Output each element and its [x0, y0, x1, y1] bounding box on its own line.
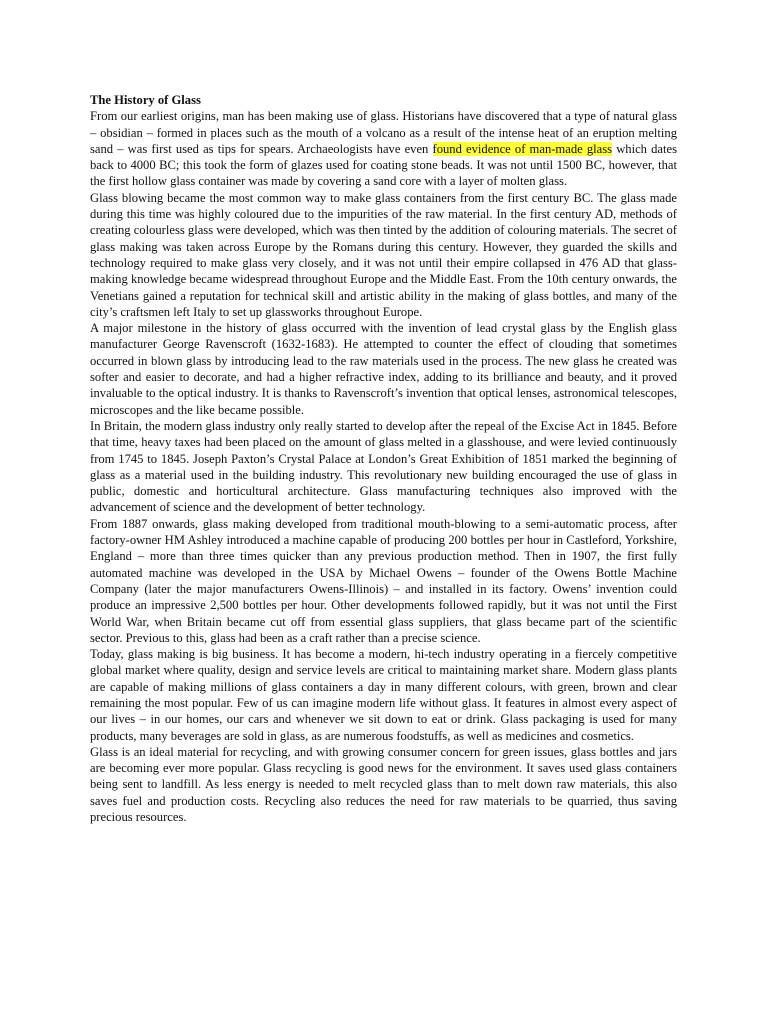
- document-title: The History of Glass: [90, 93, 201, 107]
- paragraph-2: Glass blowing became the most common way to make glass containers from the first century BC. The glass made during this time was highly coloured due to the impurities of the raw material. In the first century AD, methods of creating colourless glass were developed, which was then tinted by the addition of colouring materials. The secret of glass making was taken across Europe by the Romans during this century. However, they guarded the skills and technology required to make glass very closely, and it was not until their empire collapsed in 476 AD that glass-making knowledge became widespread throughout Europe and the Middle East. From the 10th century onwards, the Venetians gained a reputation for technical skill and artistic ability in the making of glass bottles, and many of the city’s craftsmen left Italy to set up glassworks throughout Europe.: [90, 190, 677, 319]
- paragraph-1-after: which dates back to 4000 BC; this took the form of glazes used for coating stone beads. It was not until 1500 BC, however, that the first hollow glass container was made by covering a sand core with a layer of molten glass.: [90, 141, 677, 189]
- paragraph-4: In Britain, the modern glass industry only really started to develop after the repeal of the Excise Act in 1845. Before that time, heavy taxes had been placed on the amount of glass melted in a glasshouse, and were levied continuously from 1745 to 1845. Joseph Paxton’s Crystal Palace at London’s Great Exhibition of 1851 marked the beginning of glass as a material used in the building industry. This revolutionary new building encouraged the use of glass in public, domestic and horticultural architecture. Glass manufacturing techniques also improved with the advancement of science and the development of better technology.: [90, 418, 677, 515]
- paragraph-5: From 1887 onwards, glass making developed from traditional mouth-blowing to a semi-automatic process, after factory-owner HM Ashley introduced a machine capable of producing 200 bottles per hour in Castleford, Yorkshire, England – more than three times quicker than any previous production method. Then in 1907, the first fully automated machine was developed in the USA by Michael Owens – founder of the Owens Bottle Machine Company (later the major manufacturers Owens-Illinois) – and installed in its factory. Owens’ invention could produce an impressive 2,500 bottles per hour. Other developments followed rapidly, but it was not until the First World War, when Britain became cut off from essential glass suppliers, that glass became part of the scientific sector. Previous to this, glass had been as a craft rather than a precise science.: [90, 516, 677, 645]
- paragraph-6: Today, glass making is big business. It has become a modern, hi-tech industry operating in a fiercely competitive global market where quality, design and service levels are critical to maintaining market share. Modern glass plants are capable of making millions of glass containers a day in many different colours, with green, brown and clear remaining the most popular. Few of us can imagine modern life without glass. It features in almost every aspect of our lives – in our homes, our cars and whenever we sit down to eat or drink. Glass packaging is used for many products, many beverages are sold in glass, as are numerous foodstuffs, as well as medicines and cosmetics.: [90, 647, 677, 743]
- paragraph-7: Glass is an ideal material for recycling, and with growing consumer concern for green issues, glass bottles and jars are becoming ever more popular. Glass recycling is good news for the environment. It saves used glass containers being sent to landfill. As less energy is needed to melt recycled glass than to melt down raw materials, this also saves fuel and production costs. Recycling also reduces the need for raw materials to be quarried, thus saving precious resources.: [90, 744, 677, 825]
- paragraph-1-before: From our earliest origins, man has been making use of glass. Historians have discovered that a type of natural glass – obsidian – formed in places such as the mouth of a volcano as a result of the intense heat of an eruption melting sand – was first used as tips for spears. Archaeologists have even: [90, 109, 677, 156]
- highlighted-text: found evidence of man-made glass: [432, 141, 613, 156]
- paragraph-1: [90, 108, 677, 189]
- document-page: [90, 92, 677, 825]
- paragraph-3: A major milestone in the history of glass occurred with the invention of lead crystal glass by the English glass manufacturer George Ravenscroft (1632-1683). He attempted to counter the effect of clouding that sometimes occurred in blown glass by introducing lead to the raw materials used in the process. The new glass he created was softer and easier to decorate, and had a higher refractive index, adding to its brilliance and beauty, and it proved invaluable to the optical industry. It is thanks to Ravenscroft’s invention that optical lenses, astronomical telescopes, microscopes and the like became possible.: [90, 321, 677, 417]
